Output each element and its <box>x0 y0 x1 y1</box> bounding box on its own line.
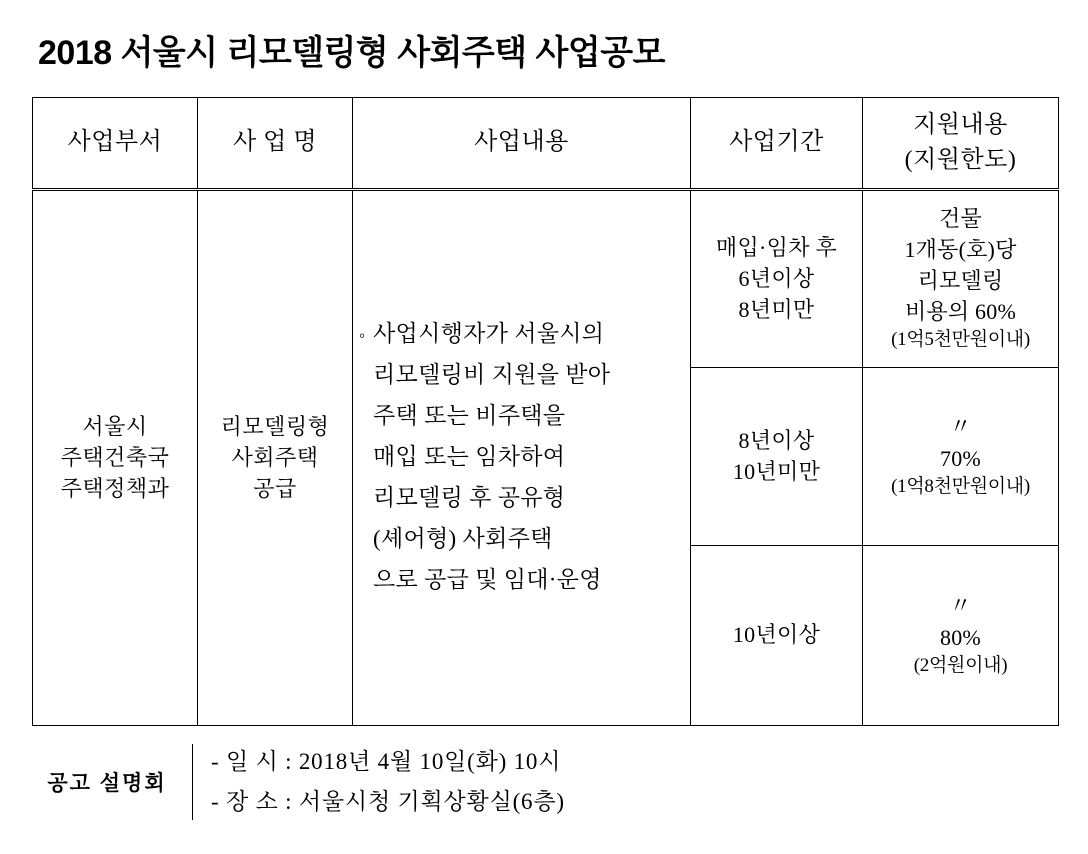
support-3-note: (2억원이내) <box>913 654 1008 676</box>
support-1-line-1: 건물 <box>939 205 982 231</box>
period-3-line-1: 10년이상 <box>732 622 821 648</box>
content-line-3: 주택 또는 비주택을 <box>373 403 566 429</box>
cell-project-content <box>353 189 691 725</box>
period-1-line-2: 6년이상 <box>738 265 815 291</box>
content-line-5: 리모델링 후 공유형 <box>373 484 566 510</box>
project-name-line-1: 리모델링형 <box>220 413 330 439</box>
content-line-2: 리모델링비 지원을 받아 <box>373 362 611 388</box>
column-header-support <box>863 97 1059 189</box>
bullet-icon: ◦ <box>359 326 366 346</box>
column-header-support-line2: (지원한도) <box>904 146 1017 173</box>
support-1-note: (1억5천만원이내) <box>891 329 1030 351</box>
cell-support-1 <box>863 189 1059 367</box>
cell-period-1 <box>691 189 863 367</box>
support-1-line-4: 비용의 60% <box>905 299 1016 325</box>
period-1-line-3: 8년미만 <box>738 297 815 323</box>
support-1-line-3: 리모델링 <box>917 268 1004 294</box>
column-header-project-content: 사업내용 <box>353 97 691 189</box>
support-2-ditto: 〃 <box>949 414 972 440</box>
department-line-3: 주택정책과 <box>60 476 170 502</box>
briefing-label: 공고 설명회 <box>47 771 167 795</box>
cell-support-3 <box>863 545 1059 725</box>
briefing-datetime: - 일 시 : 2018년 4월 10일(화) 10시 <box>211 748 562 774</box>
column-header-department: 사업부서 <box>33 97 198 189</box>
support-1-line-2: 1개동(호)당 <box>904 236 1017 262</box>
briefing-details <box>193 742 565 823</box>
briefing-location: - 장 소 : 서울시청 기획상황실(6층) <box>211 788 565 814</box>
cell-department <box>33 189 198 725</box>
project-content-text <box>373 314 610 601</box>
support-3-value: 80% <box>940 624 981 650</box>
cell-support-2 <box>863 367 1059 545</box>
program-table <box>32 97 1059 726</box>
project-name-line-3: 공급 <box>253 476 297 502</box>
period-2-line-1: 8년이상 <box>738 427 815 453</box>
content-line-4: 매입 또는 임차하여 <box>373 444 566 470</box>
cell-period-2 <box>691 367 863 545</box>
table-row <box>33 189 1059 367</box>
column-header-project-period: 사업기간 <box>691 97 863 189</box>
cell-project-name <box>198 189 353 725</box>
table-header-row <box>33 97 1059 189</box>
period-2-line-2: 10년미만 <box>732 459 821 484</box>
period-1-line-1: 매입·임차 후 <box>715 234 838 260</box>
support-2-value: 70% <box>940 445 981 471</box>
column-header-project-name: 사 업 명 <box>198 97 353 189</box>
column-header-support-line1: 지원내용 <box>913 112 1008 139</box>
support-2-note: (1억8천만원이내) <box>891 475 1030 497</box>
content-line-1: 사업시행자가 서울시의 <box>373 321 605 347</box>
briefing-section <box>32 742 1058 823</box>
department-line-2: 주택건축국 <box>60 444 170 470</box>
support-3-ditto: 〃 <box>949 593 972 619</box>
cell-period-3 <box>691 545 863 725</box>
project-name-line-2: 사회주택 <box>231 444 319 470</box>
content-line-7: 으로 공급 및 임대·운영 <box>373 566 602 592</box>
content-line-6: (셰어형) 사회주택 <box>373 525 553 551</box>
page-title: 2018 서울시 리모델링형 사회주택 사업공모 <box>38 34 665 72</box>
department-line-1: 서울시 <box>82 413 148 439</box>
